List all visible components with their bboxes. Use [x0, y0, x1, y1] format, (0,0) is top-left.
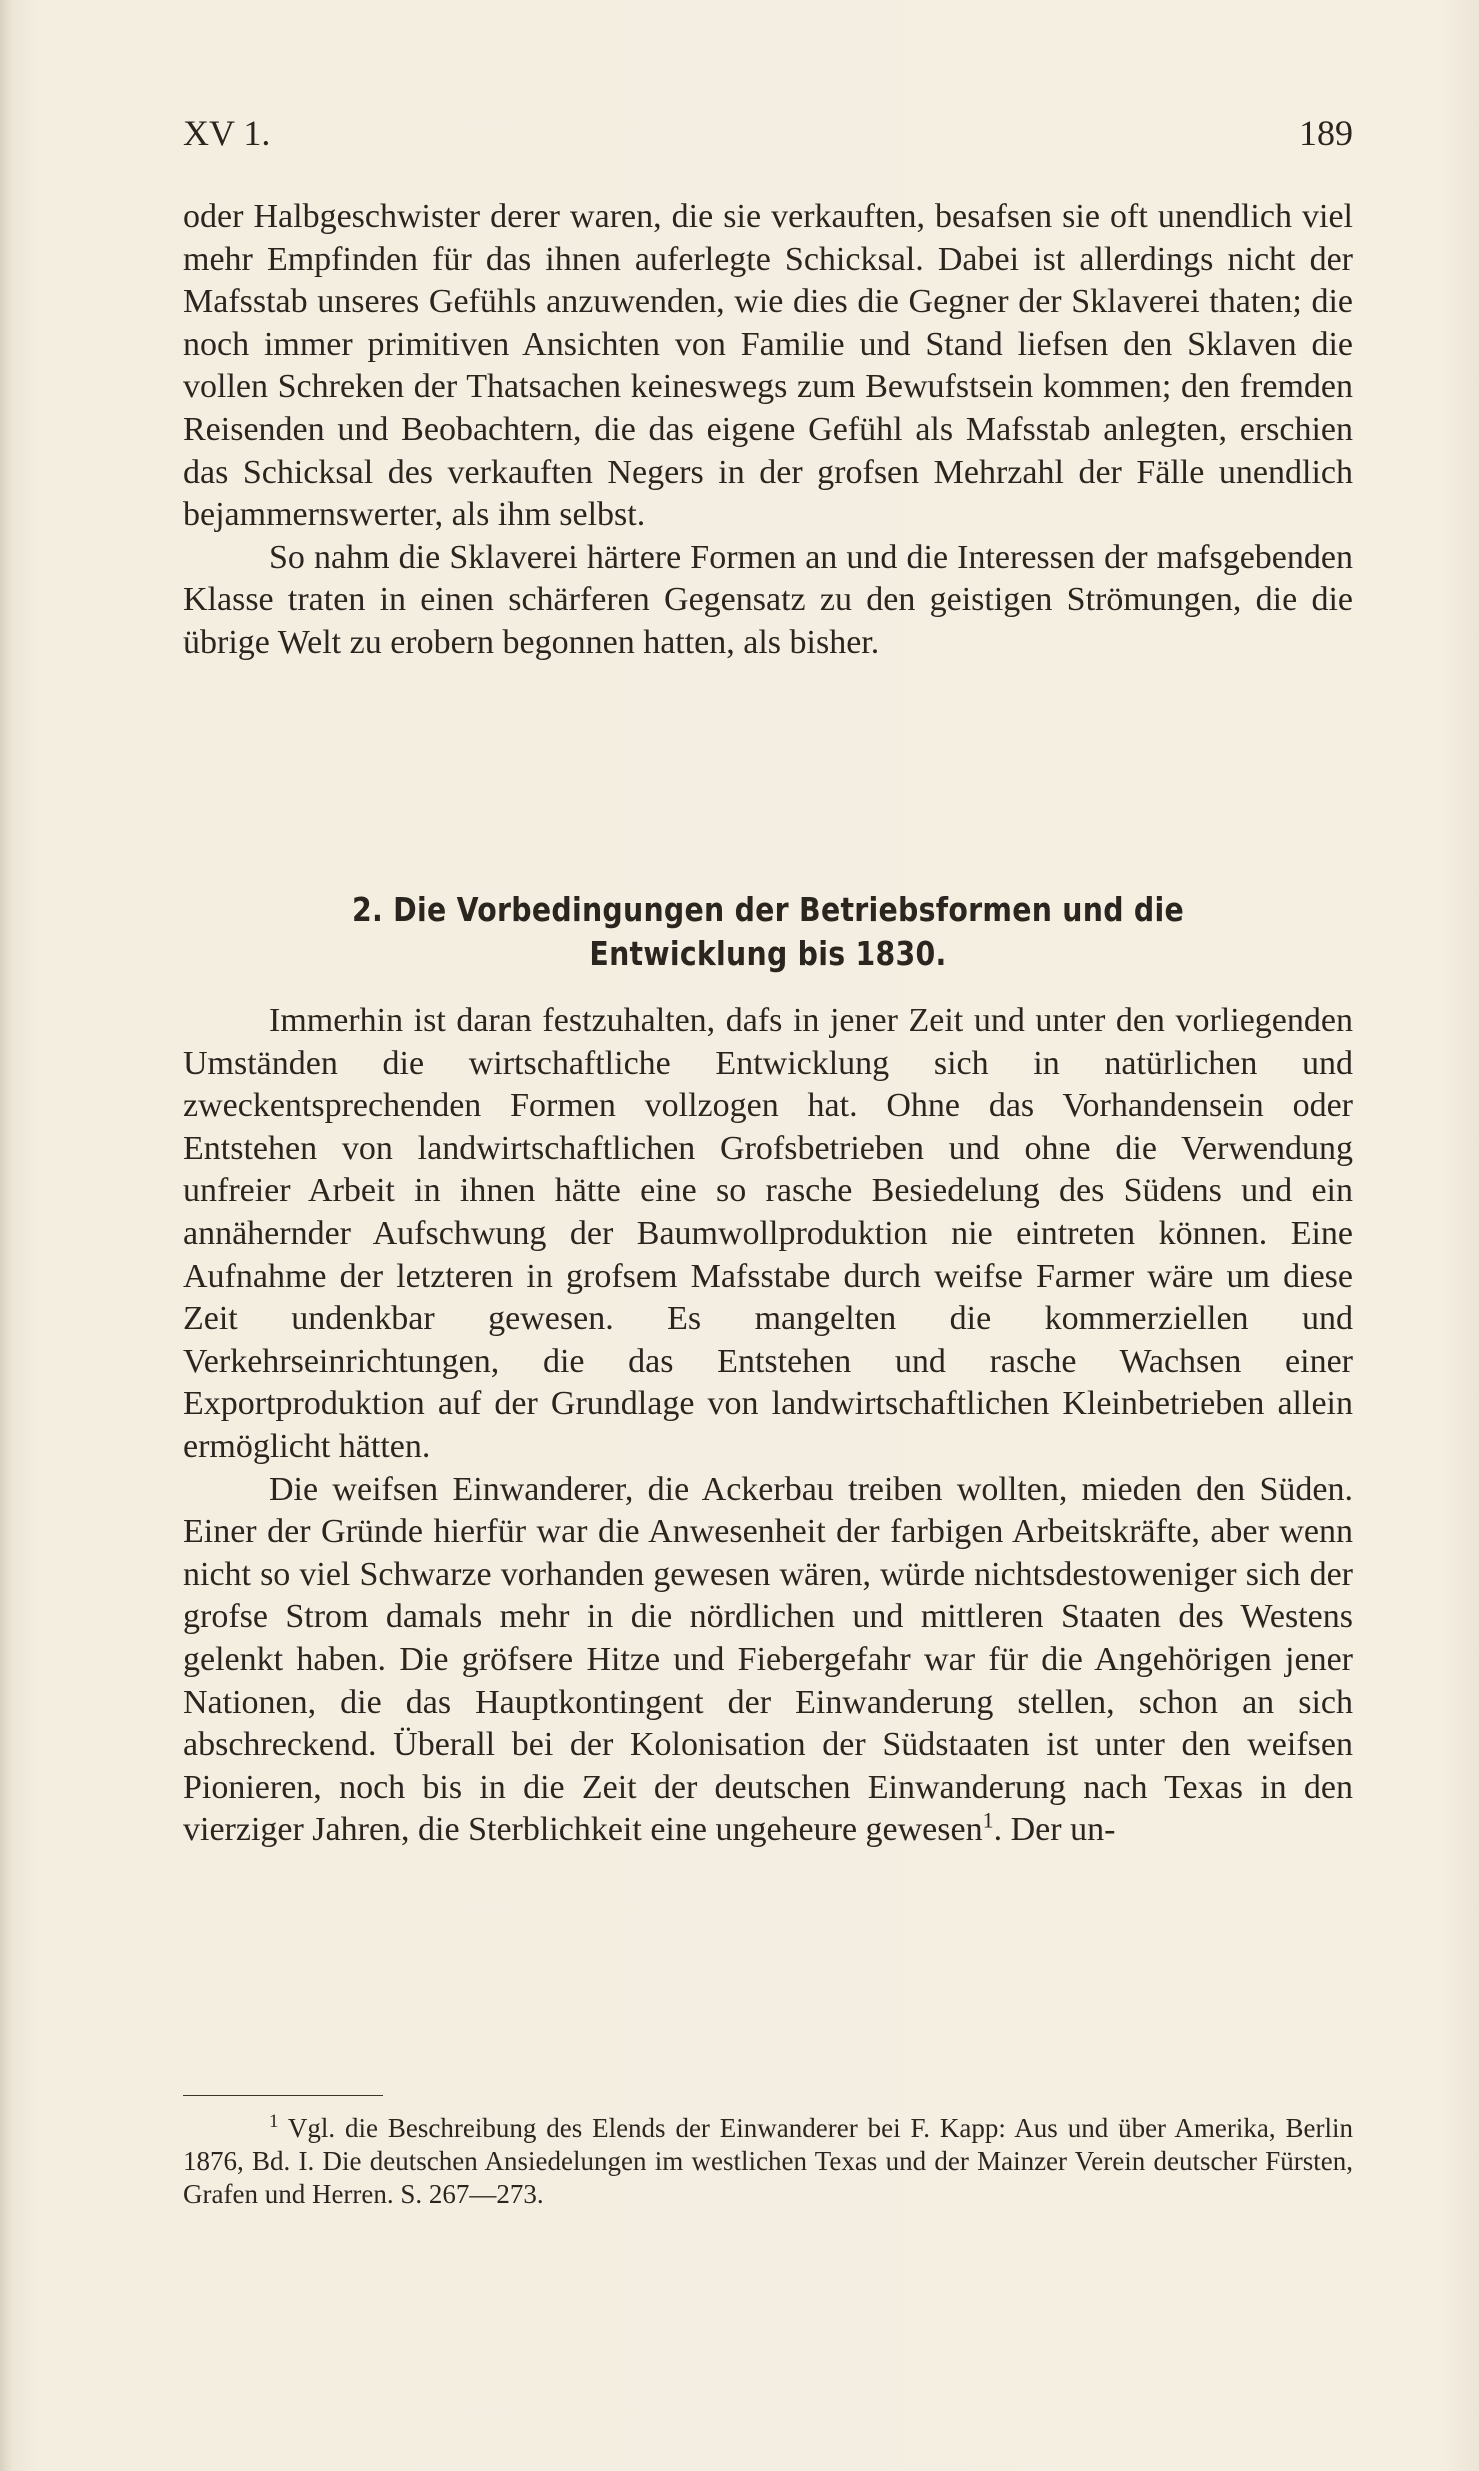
running-header — [183, 112, 1353, 160]
footnote-reference: 1 — [982, 1807, 994, 1833]
body-text-upper — [183, 196, 1353, 665]
paragraph: oder Halbgeschwister derer waren, die sie verkauften, besafsen sie oft unendlich viel mehr Empfinden für das ihnen auferlegte Schicksal. Dabei ist allerdings nicht der Mafsstab unseres Gefühls anzuwenden, wie dies die Gegner der Sklaverei thaten; die noch immer primitiven Ansichten von Familie und Stand liefsen den Sklaven die vollen Schreken der Thatsachen keineswegs zum Bewufstsein kommen; den fremden Reisenden und Beobachtern, die das eigene Gefühl als Mafsstab anlegten, erschien das Schicksal des verkauften Negers in der grofsen Mehrzahl der Fälle unendlich bejammernswerter, als ihm selbst. — [183, 198, 1353, 534]
section-heading-line: Entwicklung bis 1830. — [589, 934, 947, 973]
paragraph-text: . Der un- — [993, 1811, 1116, 1849]
footnote-divider — [183, 2095, 383, 2096]
page-binding-edge — [0, 0, 14, 2471]
paragraph: Immerhin ist daran festzuhalten, dafs in jener Zeit und unter den vorliegenden Umständen die wirtschaftliche Entwicklung sich in natürlichen und zweckentsprechenden Formen vollzogen hat. Ohne das Vorhandensein oder Entstehen von landwirtschaftlichen Grofsbetrieben und ohne die Verwendung unfreier Arbeit in ihnen hätte eine so rasche Besiedelung des Südens und ein annähernder Aufschwung der Baumwollproduktion nie eintreten können. Eine Aufnahme der letzteren in grofsem Mafsstabe durch weifse Farmer wäre um diese Zeit undenkbar gewesen. Es mangelten die kommerziellen und Verkehrseinrichtungen, die das Entstehen und rasche Wachsen einer Exportproduktion auf der Grundlage von landwirtschaftlichen Kleinbetrieben allein ermöglicht hätten. — [183, 1002, 1353, 1465]
footnote — [183, 2112, 1353, 2211]
paragraph: So nahm die Sklaverei härtere Formen an und die Interessen der mafsgebenden Klasse traten in einen schärferen Gegensatz zu den geistigen Strömungen, die die übrige Welt zu erobern begonnen hatten, als bisher. — [183, 538, 1353, 661]
section-heading-line: 2. Die Vorbedingungen der Betriebsformen und die — [352, 890, 1184, 929]
chapter-marker: XV 1. — [183, 113, 271, 153]
footnote-text: Vgl. die Beschreibung des Elends der Einwanderer bei F. Kapp: Aus und über Amerika, Berlin 1876, Bd. I. Die deutschen Ansiedelungen im westlichen Texas und der Mainzer Verein deutscher Fürsten, Grafen und Herren. S. 267—273. — [183, 2113, 1353, 2209]
section-heading — [265, 888, 1271, 976]
footnote-marker: 1 — [269, 2111, 279, 2132]
paragraph-text: Die weifsen Einwanderer, die Ackerbau treiben wollten, mieden den Süden. Einer der Gründe hierfür war die Anwesenheit der farbigen Arbeitskräfte, aber wenn nicht so viel Schwarze vorhanden gewesen wären, würde nichtsdestoweniger sich der grofse Strom damals mehr in die nördlichen und mittleren Staaten des Westens gelenkt haben. Die gröfsere Hitze und Fiebergefahr war für die Angehörigen jener Nationen, die das Hauptkontingent der Einwanderung stellen, schon an sich abschreckend. Überall bei der Kolonisation der Südstaaten ist unter den weifsen Pionieren, noch bis in die Zeit der deutschen Einwanderung nach Texas in den vierziger Jahren, die Sterblichkeit eine ungeheure gewesen — [183, 1470, 1353, 1849]
paragraph — [183, 1469, 1353, 1852]
body-text-lower — [183, 1000, 1353, 1852]
footnotes — [183, 2112, 1353, 2211]
page-number: 189 — [1299, 113, 1353, 153]
